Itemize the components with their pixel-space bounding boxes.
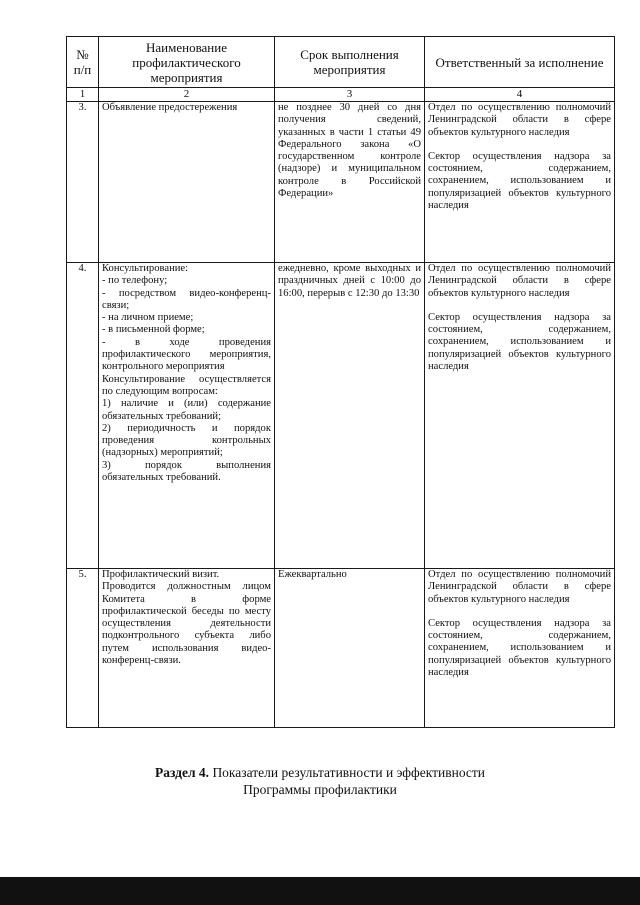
measure-name-cell: [99, 569, 275, 728]
measure-line: - на личном приеме;: [102, 312, 194, 324]
responsible-cell: [425, 569, 615, 728]
section-heading: [0, 764, 640, 781]
responsible-department: Отдел по осуществлению полномочий Ленинградской области в сфере объектов культурного наследия: [428, 102, 611, 138]
responsible-department: Отдел по осуществлению полномочий Ленинградской области в сфере объектов культурного наследия: [428, 569, 611, 605]
header-name: Наименование профилактического мероприятия: [99, 37, 275, 88]
measure-line: 1) наличие и (или) содержание обязательных требований;: [102, 398, 271, 422]
table-row: [67, 263, 615, 569]
term-cell: Ежеквартально: [275, 569, 425, 728]
responsible-cell: [425, 102, 615, 263]
measure-line: 2) периодичность и порядок проведения контрольных (надзорных) мероприятий;: [102, 422, 271, 459]
measure-line: - в письменной форме;: [102, 324, 205, 336]
responsible-cell: [425, 263, 615, 569]
section-heading-line2: [0, 781, 640, 798]
measure-line: - по телефону;: [102, 275, 168, 287]
column-numbers-row: [67, 88, 615, 102]
section-label: Раздел 4.: [154, 765, 210, 780]
row-number: 3.: [67, 102, 99, 263]
paragraph-gap: [428, 606, 611, 618]
responsible-sector: Сектор осуществления надзора за состоянием, содержанием, сохранением, использованием и популяризацией объектов культурного наследия: [428, 311, 611, 373]
table-row: [67, 102, 615, 263]
header-num: № п/п: [67, 37, 99, 88]
table-row: [67, 569, 615, 728]
measure-line: Профилактический визит.: [102, 569, 220, 580]
prevention-plan-table: [66, 36, 615, 728]
paragraph-gap: [428, 300, 611, 312]
measure-line: Консультирование осуществляется по следующим вопросам:: [102, 373, 271, 397]
measure-name-cell: [99, 263, 275, 569]
measure-name-cell: [99, 102, 275, 263]
scan-edge-band: [0, 877, 640, 905]
colnum: 3: [275, 88, 425, 102]
term-cell: не позднее 30 дней со дня получения сведений, указанных в части 1 статьи 49 Федерального закона «О государственном контроле (надзоре) и муниципальном контроле в Российской Федерации»: [275, 102, 425, 263]
measure-line: - посредством видео-конференц-связи;: [102, 287, 271, 311]
colnum: 1: [67, 88, 99, 102]
measure-line: 3) порядок выполнения обязательных требований.: [102, 459, 271, 484]
measure-line: Проводится должностным лицом Комитета в форме профилактической беседы по месту осуществления деятельности подконтрольного субъекта либо путем использования видео-конференц-связи.: [102, 581, 271, 667]
header-responsible: Ответственный за исполнение: [425, 37, 615, 88]
row-number: 4.: [67, 263, 99, 569]
measure-line: Объявление предостережения: [102, 102, 238, 113]
colnum: 4: [425, 88, 615, 102]
section-title-line2: Программы профилактики: [243, 782, 397, 797]
colnum: 2: [99, 88, 275, 102]
measure-line: Консультирование:: [102, 263, 189, 274]
section-title-line1: Показатели результативности и эффективности: [209, 765, 486, 780]
measure-line: - в ходе проведения профилактического мероприятия, контрольного мероприятия: [102, 336, 271, 373]
table-header-row: [67, 37, 615, 88]
paragraph-gap: [428, 139, 611, 151]
responsible-sector: Сектор осуществления надзора за состоянием, содержанием, сохранением, использованием и популяризацией объектов культурного наследия: [428, 150, 611, 212]
header-term: Срок выполнения мероприятия: [275, 37, 425, 88]
responsible-department: Отдел по осуществлению полномочий Ленинградской области в сфере объектов культурного наследия: [428, 263, 611, 299]
row-number: 5.: [67, 569, 99, 728]
responsible-sector: Сектор осуществления надзора за состоянием, содержанием, сохранением, использованием и популяризацией объектов культурного наследия: [428, 617, 611, 679]
term-cell: ежедневно, кроме выходных и праздничных дней с 10:00 до 16:00, перерыв с 12:30 до 13:30: [275, 263, 425, 569]
